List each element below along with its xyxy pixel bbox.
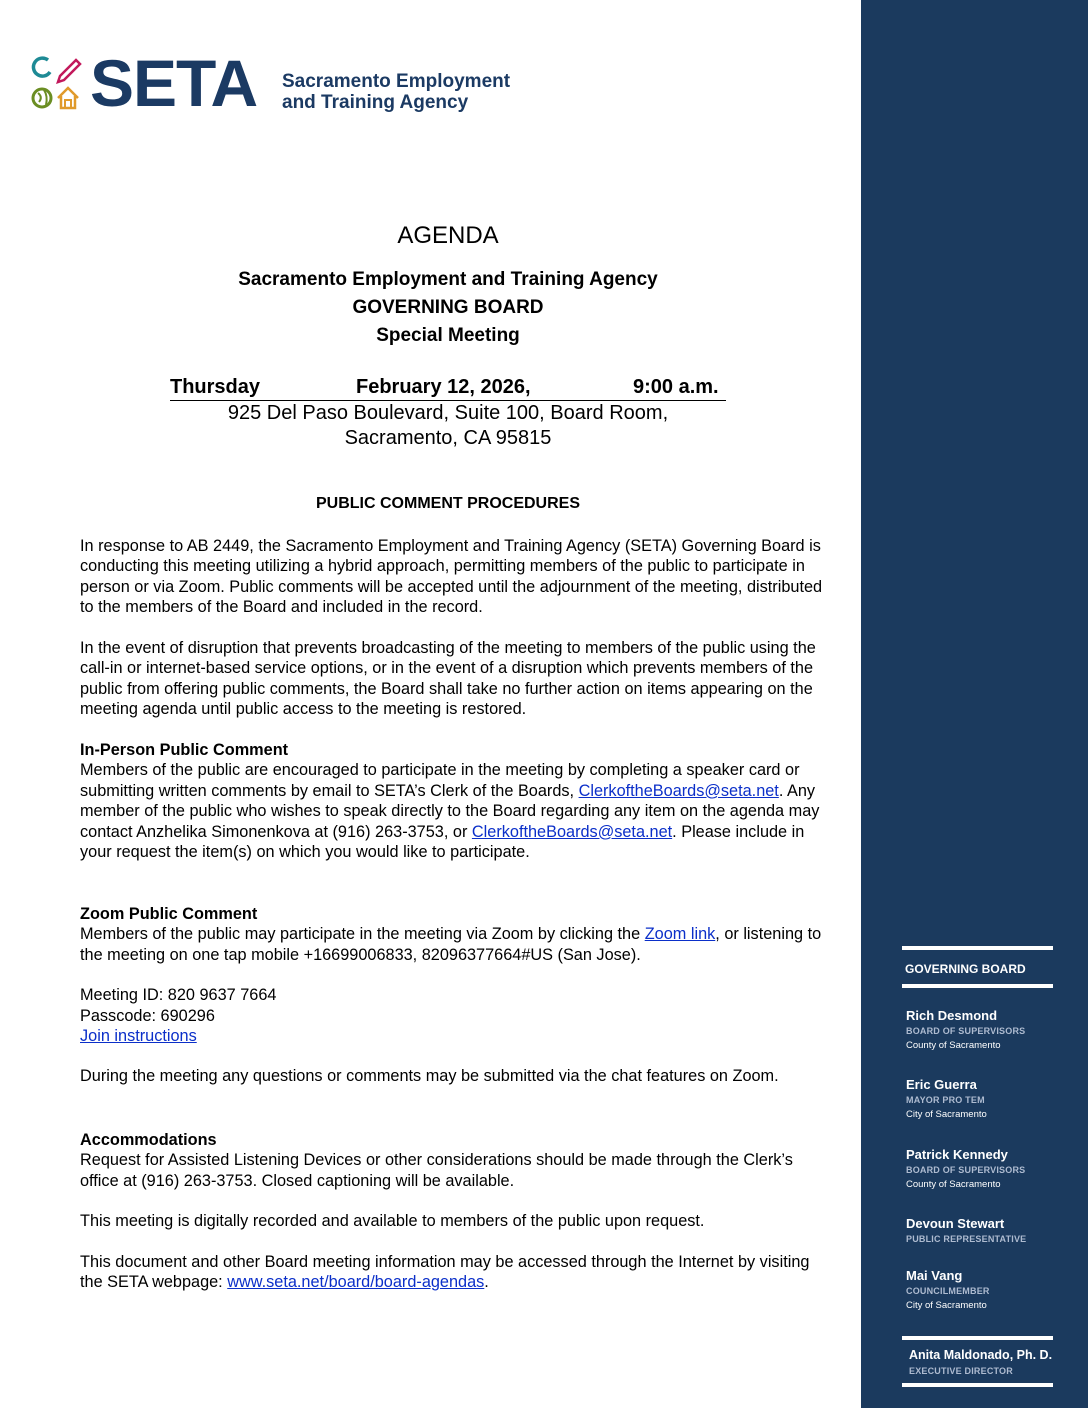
sidebar-rule-bottom bbox=[902, 1336, 1053, 1340]
meeting-time: 9:00 a.m. bbox=[633, 376, 719, 398]
logo-wordmark: SETA bbox=[90, 46, 258, 120]
executive-director bbox=[909, 1347, 1052, 1378]
member-role: BOARD OF SUPERVISORS bbox=[906, 1165, 1026, 1175]
address-line-1: 925 Del Paso Boulevard, Suite 100, Board Room, bbox=[227, 402, 669, 424]
pencil-icon bbox=[58, 60, 80, 82]
address-line-2: Sacramento, CA 95815 bbox=[344, 427, 552, 449]
web-text: This document and other Board meeting information may be accessed through the Internet by visiting the SETA webpage: bbox=[80, 1252, 810, 1292]
passcode: Passcode: 690296 bbox=[80, 1006, 215, 1025]
director-name: Anita Maldonado, Ph. D. bbox=[909, 1348, 1053, 1362]
org-name: Sacramento Employment and Training Agency bbox=[238, 269, 658, 290]
board-member bbox=[906, 1267, 990, 1314]
zoom-text-2: , or listening to the meeting on one tap mobile +16699006833, 82096377664#US (San Jose). bbox=[80, 925, 822, 964]
recorded-note: This meeting is digitally recorded and available to members of the public upon request. bbox=[80, 1212, 705, 1231]
director-title: EXECUTIVE DIRECTOR bbox=[909, 1366, 1013, 1376]
member-role: PUBLIC REPRESENTATIVE bbox=[906, 1234, 1027, 1244]
clerk-email-link-1[interactable]: ClerkoftheBoards@seta.net bbox=[578, 781, 779, 800]
inperson-text bbox=[80, 760, 825, 862]
sidebar-rule-top bbox=[902, 946, 1053, 950]
board-member bbox=[906, 1215, 1026, 1246]
member-org: City of Sacramento bbox=[906, 1109, 987, 1120]
globe-icon bbox=[33, 89, 51, 107]
procedures-heading: PUBLIC COMMENT PROCEDURES bbox=[315, 495, 580, 512]
member-org: County of Sacramento bbox=[906, 1040, 1001, 1051]
sidebar bbox=[861, 0, 1088, 1408]
zoom-section bbox=[80, 904, 825, 1087]
circle-arrow-icon bbox=[33, 58, 50, 76]
para-disruption: In the event of disruption that prevents broadcasting of the meeting to members of the public using the call-in or internet-based service options, or in the event of a disruption which prevents members of the public from offering public comments, the Board shall take no further action on items appearing on the meeting agenda until public access to the meeting is restored. bbox=[80, 639, 816, 719]
agency-line-2: and Training Agency bbox=[282, 92, 469, 113]
para-ab2449: In response to AB 2449, the Sacramento Employment and Training Agency (SETA) Governing Board is conducting this meeting utilizing a hybrid approach, permitting members of the public to participate in person or via Zoom. Public comments will be accepted until the adjournment of the meeting, distributed to the members of the Board and included in the record. bbox=[80, 537, 823, 617]
member-role: COUNCILMEMBER bbox=[906, 1286, 990, 1296]
inperson-text-3: . Please include in your request the item(s) on which you would like to participate. bbox=[80, 822, 805, 862]
spacer bbox=[80, 1046, 825, 1066]
zoom-link[interactable]: Zoom link bbox=[644, 925, 716, 944]
house-icon bbox=[58, 88, 78, 108]
meeting-dateline bbox=[170, 376, 726, 401]
sidebar-rule-end bbox=[902, 1383, 1053, 1387]
inperson-section bbox=[80, 740, 825, 862]
member-role: MAYOR PRO TEM bbox=[906, 1095, 985, 1105]
procedures-para-1 bbox=[80, 536, 825, 618]
spacer bbox=[80, 1191, 825, 1211]
web-end: . bbox=[484, 1273, 489, 1292]
zoom-text-1: Members of the public may participate in the meeting via Zoom by clicking the bbox=[80, 925, 645, 944]
zoom-heading: Zoom Public Comment bbox=[80, 905, 258, 923]
accommodations-text: Request for Assisted Listening Devices or other considerations should be made through the Clerk’s office at (916) 263-3753. Closed captioning will be available. bbox=[80, 1151, 793, 1190]
meeting-address bbox=[60, 401, 836, 451]
chat-note: During the meeting any questions or comments may be submitted via the chat features on Zoom. bbox=[80, 1067, 779, 1086]
sidebar-rule-mid bbox=[902, 984, 1053, 988]
inperson-text-2: . Any member of the public who wishes to speak directly to the Board regarding any item on the agenda may contact Anzhelika Simonenkova at (916) 263-3753, or bbox=[80, 781, 820, 841]
inperson-heading: In-Person Public Comment bbox=[80, 741, 289, 759]
meeting-id: Meeting ID: 820 9637 7664 bbox=[80, 986, 277, 1005]
member-name: Mai Vang bbox=[906, 1268, 963, 1283]
spacer bbox=[80, 965, 825, 985]
accommodations-heading: Accommodations bbox=[80, 1131, 217, 1149]
meeting-day: Thursday bbox=[170, 376, 261, 398]
member-name: Eric Guerra bbox=[906, 1077, 977, 1092]
inperson-text-1: Members of the public are encouraged to participate in the meeting by completing a speaker card or submitting written comments by email to SETA’s Clerk of the Boards, bbox=[80, 761, 800, 800]
logo-agency-name bbox=[282, 71, 510, 113]
board-member bbox=[906, 1076, 987, 1123]
member-org: City of Sacramento bbox=[906, 1300, 987, 1311]
sidebar-title: GOVERNING BOARD bbox=[905, 962, 1026, 976]
member-org: County of Sacramento bbox=[906, 1179, 1001, 1190]
seta-logo bbox=[30, 46, 530, 120]
agency-line-1: Sacramento Employment bbox=[282, 71, 511, 92]
meeting-date: February 12, 2026, bbox=[356, 376, 531, 398]
join-instructions-link[interactable]: Join instructions bbox=[80, 1027, 197, 1046]
spacer bbox=[80, 1232, 825, 1252]
zoom-text bbox=[80, 924, 825, 965]
board-member bbox=[906, 1007, 1025, 1054]
logo-icons bbox=[30, 56, 88, 112]
member-role: BOARD OF SUPERVISORS bbox=[906, 1026, 1026, 1036]
clerk-email-link-2[interactable]: ClerkoftheBoards@seta.net bbox=[471, 822, 673, 841]
accommodations-section bbox=[80, 1130, 825, 1292]
meeting-type: Special Meeting bbox=[376, 325, 520, 346]
board-agendas-link[interactable]: www.seta.net/board/board-agendas bbox=[227, 1273, 485, 1292]
member-name: Devoun Stewart bbox=[906, 1216, 1005, 1231]
member-name: Rich Desmond bbox=[906, 1008, 998, 1023]
member-name: Patrick Kennedy bbox=[906, 1147, 1008, 1162]
board-member bbox=[906, 1146, 1025, 1193]
page-title: AGENDA bbox=[397, 222, 499, 249]
procedures-para-2 bbox=[80, 638, 825, 720]
web-note bbox=[80, 1252, 825, 1293]
board-name: GOVERNING BOARD bbox=[352, 297, 544, 318]
